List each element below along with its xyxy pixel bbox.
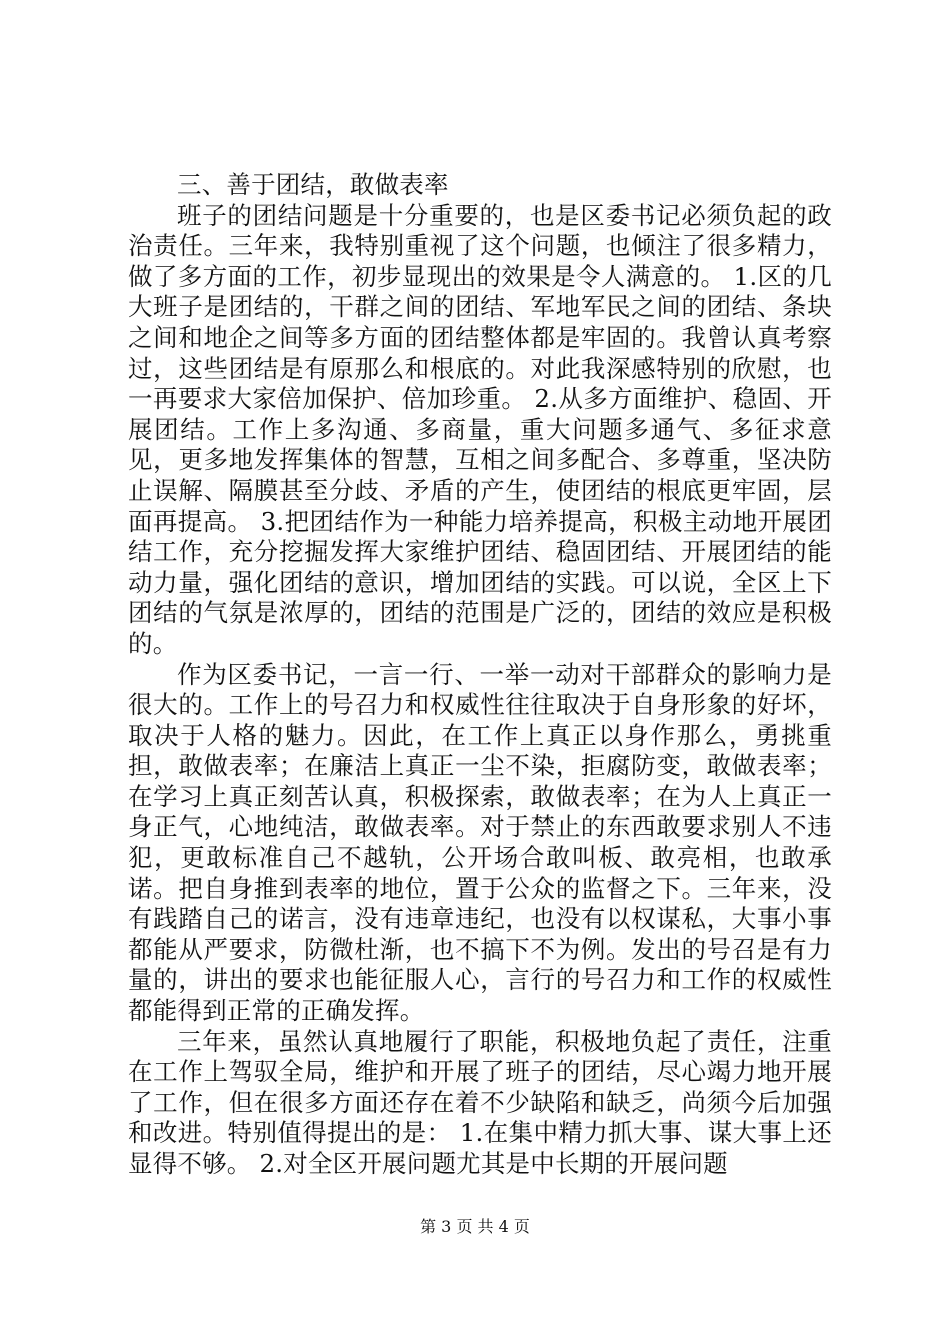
paragraph-3: 三年来，虽然认真地履行了职能，积极地负起了责任，注重在工作上驾驭全局，维护和开展了班子的团结，尽心竭力地开展了工作，但在很多方面还存在着不少缺陷和缺乏，尚须今后加强和改进。特别值得提出的是： 1.在集中精力抓大事、谋大事上还显得不够。 2.对全区开展问题尤其是中长期的开展问题 <box>128 1026 832 1178</box>
paragraph-2: 作为区委书记，一言一行、一举一动对干部群众的影响力是很大的。工作上的号召力和权威性往往取决于自身形象的好坏，取决于人格的魅力。因此，在工作上真正以身作那么，勇挑重担，敢做表率；在廉洁上真正一尘不染，拒腐防变，敢做表率；在学习上真正刻苦认真，积极探索，敢做表率；在为人上真正一身正气，心地纯洁，敢做表率。对于禁止的东西敢要求别人不违犯，更敢标准自己不越轨，公开场合敢叫板、敢亮相，也敢承诺。把自身推到表率的地位，置于公众的监督之下。三年来，没有践踏自己的诺言，没有违章违纪，也没有以权谋私，大事小事都能从严要求，防微杜渐，也不搞下不为例。发出的号召是有力量的，讲出的要求也能征服人心，言行的号召力和工作的权威性都能得到正常的正确发挥。 <box>128 659 832 1026</box>
paragraph-1: 班子的团结问题是十分重要的，也是区委书记必须负起的政治责任。三年来，我特别重视了这个问题，也倾注了很多精力，做了多方面的工作，初步显现出的效果是令人满意的。 1.区的几大班子是团结的，干群之间的团结、军地军民之间的团结、条块之间和地企之间等多方面的团结整体都是牢固的。我曾认真考察过，这些团结是有原那么和根底的。对此我深感特别的欣慰，也一再要求大家倍加保护、倍加珍重。 2.从多方面维护、稳固、开展团结。工作上多沟通、多商量，重大问题多通气、多征求意见，更多地发挥集体的智慧，互相之间多配合、多尊重，坚决防止误解、隔膜甚至分歧、矛盾的产生，使团结的根底更牢固，层面再提高。 3.把团结作为一种能力培养提高，积极主动地开展团结工作，充分挖掘发挥大家维护团结、稳固团结、开展团结的能动力量，强化团结的意识，增加团结的实践。可以说，全区上下团结的气氛是浓厚的，团结的范围是广泛的，团结的效应是积极的。 <box>128 200 832 658</box>
page-footer: 第 3 页 共 4 页 <box>420 1217 530 1236</box>
document-body <box>128 170 832 1180</box>
section-heading: 三、善于团结，敢做表率 <box>177 170 449 199</box>
